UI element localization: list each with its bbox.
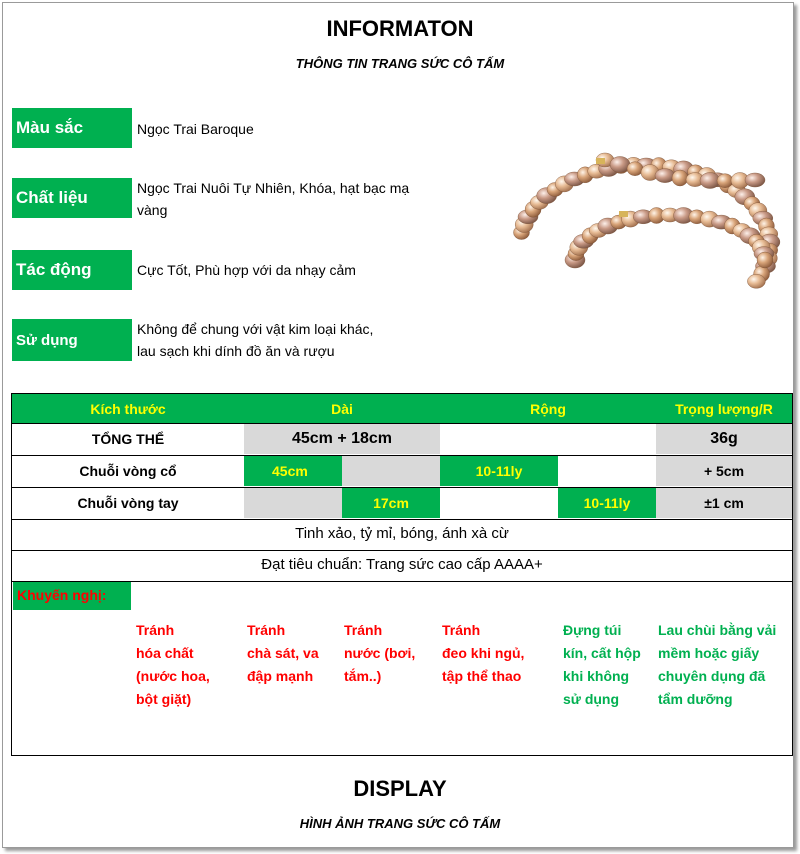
recommendations-label: Khuyến nghị: [13, 582, 131, 610]
pearl-bead [717, 174, 733, 188]
attr-value-line: vàng [137, 202, 168, 218]
header-weight: Trọng lượng/R [656, 394, 792, 423]
quality-note: Tinh xảo, tỷ mỉ, bóng, ánh xà cừ [295, 525, 509, 542]
row-divider [12, 519, 792, 520]
recommendation-water [344, 619, 415, 688]
recommendation-line: (nước hoa, [136, 668, 210, 684]
attr-label-usage: Sử dụng [12, 319, 132, 361]
recommendation-line: khi không [563, 668, 630, 684]
pearl-beads [514, 153, 780, 288]
bracelet-length: 17cm [342, 488, 440, 518]
page-title: INFORMATON [326, 16, 474, 41]
recommendation-line: chuyên dụng đã [658, 668, 766, 684]
recommendation-line: tập thể thao [442, 668, 522, 684]
clasp-icon [596, 158, 605, 164]
pearl-bead [655, 169, 675, 183]
bracelet-width-spare [440, 488, 558, 518]
recommendation-line: tẩm dưỡng [658, 691, 733, 707]
attr-value-line: Không để chung với vật kim loại khác, [137, 321, 374, 337]
overall-length: 45cm + 18cm [244, 424, 440, 454]
attr-value-color [137, 118, 447, 140]
attr-value-line: Ngọc Trai Nuôi Tự Nhiên, Khóa, hạt bạc mạ [137, 180, 410, 196]
recommendation-line: hóa chất [136, 645, 194, 661]
row-label-overall: TỔNG THỂ [91, 431, 165, 447]
pearl-bead [672, 170, 688, 186]
recommendation-line: Tránh [247, 622, 286, 638]
recommendation-line: mềm hoặc giấy [658, 645, 760, 661]
display-title: DISPLAY [353, 776, 447, 801]
bracelet-width: 10-11ly [558, 488, 656, 518]
bracelet-weight: ±1 cm [656, 488, 792, 518]
necklace-width-spare [558, 456, 656, 486]
pearl-necklace-image [505, 140, 795, 340]
recommendation-line: sử dụng [563, 691, 620, 707]
attr-value-usage [137, 318, 447, 362]
recommendation-line: Tránh [136, 622, 175, 638]
recommendation-line: đeo khi ngủ, [442, 645, 525, 661]
recommendation-line: kín, cất hộp [563, 645, 641, 661]
necklace-length: 45cm [244, 456, 342, 486]
row-label-necklace: Chuỗi vòng cổ [79, 463, 177, 479]
recommendation-line: đập mạnh [247, 668, 314, 684]
recommendation-line: Tránh [344, 622, 383, 638]
necklace-weight: + 5cm [656, 456, 792, 486]
recommendation-line: chà sát, va [247, 645, 319, 661]
display-subtitle: HÌNH ẢNH TRANG SỨC CÔ TẤM [299, 816, 501, 831]
size-table [11, 393, 793, 756]
page-subtitle: THÔNG TIN TRANG SỨC CÔ TẤM [295, 56, 505, 71]
attr-label-material: Chất liệu [12, 178, 132, 218]
recommendation-chemicals [136, 619, 210, 711]
attr-label-color: Màu sắc [12, 108, 132, 148]
necklace-width: 10-11ly [440, 456, 558, 486]
attr-value-line: Ngọc Trai Baroque [137, 121, 254, 137]
recommendation-storage [563, 619, 641, 711]
recommendation-line: Đựng túi [563, 622, 622, 638]
recommendation-line: Lau chùi bằng vải [658, 622, 777, 638]
recommendation-line: tắm..) [344, 668, 382, 684]
overall-weight: 36g [656, 424, 792, 454]
attr-label-effect: Tác động [12, 250, 132, 290]
pearl-bead [747, 274, 765, 288]
header-size: Kích thước [12, 394, 244, 423]
standard-note: Đạt tiêu chuẩn: Trang sức cao cấp AAAA+ [261, 556, 543, 573]
recommendation-line: nước (bơi, [344, 645, 416, 661]
header-length: Dài [244, 394, 440, 423]
attr-value-material [137, 177, 447, 221]
recommendation-sleep [442, 619, 524, 688]
pearl-bead [757, 252, 773, 268]
bracelet-length-spare [244, 488, 342, 518]
row-label-bracelet: Chuỗi vòng tay [77, 495, 179, 511]
header-width: Rộng [440, 394, 656, 423]
attr-value-line: Cực Tốt, Phù hợp với da nhạy cảm [137, 262, 356, 278]
attr-value-effect [137, 259, 447, 281]
row-divider [12, 550, 792, 551]
overall-width [440, 424, 656, 454]
pearl-bead [745, 173, 765, 187]
recommendation-line: Tránh [442, 622, 481, 638]
recommendation-impact [247, 619, 319, 688]
clasp-icon [619, 211, 628, 217]
attr-value-line: lau sạch khi dính đồ ăn và rượu [137, 343, 335, 359]
necklace-length-spare [342, 456, 440, 486]
recommendation-line: bột giặt) [136, 691, 192, 707]
pearl-bead [627, 162, 643, 176]
recommendation-cleaning [658, 619, 776, 711]
